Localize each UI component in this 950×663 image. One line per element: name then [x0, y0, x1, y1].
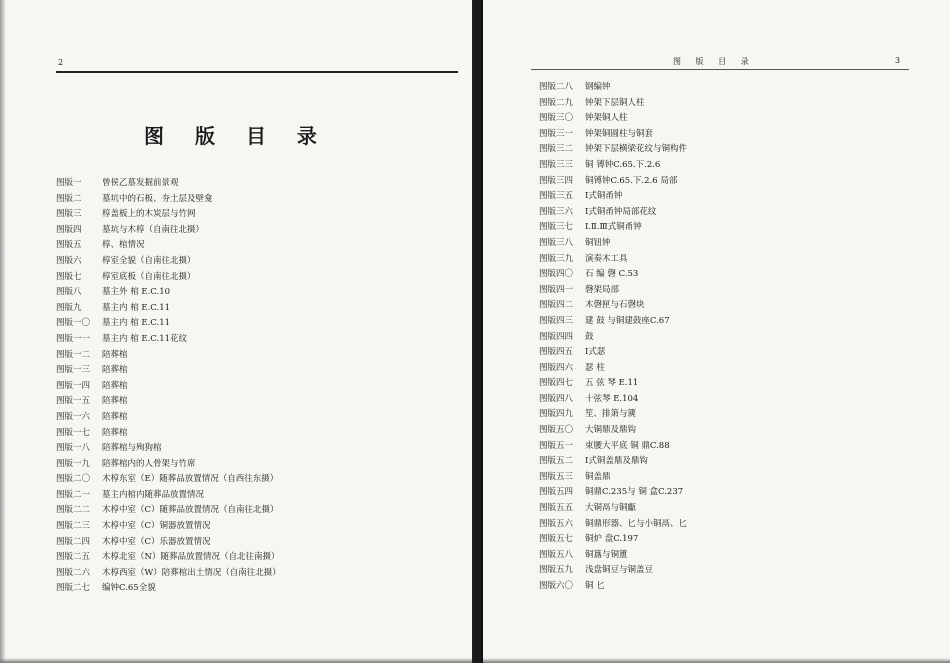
- plate-title: 铜鼎形器、匕与小铜鬲、匕: [585, 518, 688, 529]
- toc-entry: [539, 548, 687, 564]
- plate-title: 演奏木工具: [585, 253, 628, 264]
- plate-number: 图版四: [56, 224, 82, 235]
- plate-title: Ⅰ式铜甬钟: [585, 191, 623, 202]
- toc-entry: [539, 532, 687, 548]
- toc-entry: [56, 176, 281, 192]
- plate-number: 图版七: [56, 271, 82, 282]
- toc-entry: [539, 563, 687, 579]
- toc-entry: [539, 454, 687, 470]
- toc-entry: [539, 579, 687, 595]
- running-head: 图 版 目 录: [673, 57, 755, 66]
- toc-entry: [539, 485, 687, 501]
- plate-title: 建 鼓 与铜建鼓座C.67: [585, 315, 670, 326]
- plate-title: 木椁东室（E）随葬品放置情况（自西往东摄）: [102, 474, 279, 485]
- toc-entry: [539, 392, 687, 408]
- toc-entry: [539, 361, 687, 377]
- toc-entry: [56, 457, 281, 473]
- toc-entry: [539, 283, 687, 299]
- page-bottom-shadow: [483, 658, 950, 663]
- plate-title: 束腰大平底 铜 鼎C.88: [585, 440, 670, 451]
- plate-title: 钟架下层铜人柱: [585, 97, 645, 108]
- toc-list-left: [56, 176, 281, 597]
- toc-entry: [539, 189, 687, 205]
- plate-title: 墓主内 棺 E.C.11: [102, 318, 171, 329]
- plate-number: 图版三三: [539, 159, 574, 170]
- plate-number: 图版五一: [539, 440, 574, 451]
- toc-entry: [539, 220, 687, 236]
- toc-entry: [539, 174, 687, 190]
- plate-title: 大铜鬲与铜甗: [585, 503, 637, 514]
- plate-title: 墓主内棺内随葬品放置情况: [102, 489, 205, 500]
- page-edge-shadow: [0, 0, 6, 663]
- plate-title: 钟架下层横梁花纹与铜构件: [585, 144, 688, 155]
- plate-title: 编钟C.65全貌: [102, 583, 156, 594]
- toc-entry: [539, 127, 687, 143]
- toc-entry: [56, 348, 281, 364]
- toc-entry: [56, 441, 281, 457]
- plate-number: 图版二六: [56, 567, 91, 578]
- plate-title: 陪葬棺内的人骨架与竹席: [102, 458, 196, 469]
- plate-number: 图版三八: [539, 237, 574, 248]
- plate-title: 墓坑与木椁（自南往北摄）: [102, 224, 205, 235]
- toc-entry: [539, 345, 687, 361]
- plate-number: 图版二四: [56, 536, 91, 547]
- plate-number: 图版四二: [539, 300, 574, 311]
- plate-number: 图版四六: [539, 362, 574, 373]
- plate-title: Ⅰ式瑟: [585, 347, 606, 358]
- plate-number: 图版一三: [56, 365, 91, 376]
- toc-entry: [539, 407, 687, 423]
- toc-entry: [539, 142, 687, 158]
- plate-title: Ⅰ.Ⅱ.Ⅲ式铜甬钟: [585, 222, 642, 233]
- plate-title: 椁盖板上的木炭层与竹网: [102, 209, 196, 220]
- toc-entry: [56, 301, 281, 317]
- plate-number: 图版一一: [56, 333, 91, 344]
- toc-entry: [56, 394, 281, 410]
- toc-entry: [56, 535, 281, 551]
- plate-title: Ⅰ式铜甬钟局部花纹: [585, 206, 657, 217]
- plate-title: 鼓: [585, 331, 594, 342]
- plate-title: 墓主外 棺 E.C.10: [102, 287, 171, 298]
- toc-entry: [56, 379, 281, 395]
- plate-number: 图版五七: [539, 534, 574, 545]
- plate-title: 陪葬棺: [102, 349, 128, 360]
- plate-number: 图版四九: [539, 409, 574, 420]
- toc-entry: [56, 363, 281, 379]
- toc-entry: [539, 80, 687, 96]
- plate-title: 陪葬棺: [102, 396, 128, 407]
- plate-number: 图版二七: [56, 583, 91, 594]
- header-rule-left: [56, 71, 458, 73]
- plate-title: 椁、棺情况: [102, 240, 145, 251]
- toc-entry: [539, 205, 687, 221]
- plate-number: 图版三六: [539, 206, 574, 217]
- plate-number: 图版六: [56, 255, 82, 266]
- toc-entry: [539, 376, 687, 392]
- plate-title: 木椁中室（C）随葬品放置情况（自南往北摄）: [102, 505, 279, 516]
- plate-title: 木椁中室（C）乐器放置情况: [102, 536, 211, 547]
- plate-title: 大铜鼎及鼎钩: [585, 425, 637, 436]
- toc-entry: [56, 270, 281, 286]
- plate-number: 图版二三: [56, 521, 91, 532]
- toc-entry: [56, 285, 281, 301]
- plate-number: 图版二一: [56, 489, 91, 500]
- toc-entry: [56, 410, 281, 426]
- toc-entry: [56, 472, 281, 488]
- plate-title: 陪葬棺: [102, 411, 128, 422]
- plate-number: 图版一二: [56, 349, 91, 360]
- plate-title: 铜镈钟C.65.下.2.6 局部: [585, 175, 678, 186]
- plate-number: 图版二二: [56, 505, 91, 516]
- toc-entry: [539, 330, 687, 346]
- plate-title: 木磬匣与石磬块: [585, 300, 645, 311]
- toc-entry: [539, 252, 687, 268]
- toc-entry: [56, 316, 281, 332]
- plate-title: 木椁中室（C）铜器放置情况: [102, 521, 211, 532]
- plate-number: 图版三七: [539, 222, 574, 233]
- plate-number: 图版九: [56, 302, 82, 313]
- plate-title: 铜盖鼎: [585, 471, 611, 482]
- plate-number: 图版八: [56, 287, 82, 298]
- toc-entry: [539, 267, 687, 283]
- plate-title: 十弦琴 E.104: [585, 393, 639, 404]
- plate-number: 图版二九: [539, 97, 574, 108]
- toc-entry: [539, 470, 687, 486]
- plate-title: 铜 匕: [585, 581, 605, 591]
- plate-number: 图版一七: [56, 427, 91, 438]
- plate-title: 铜 镈钟C.65.下.2.6: [585, 159, 661, 170]
- plate-title: 铜钮钟: [585, 237, 611, 248]
- plate-title: 钟架铜人柱: [585, 113, 628, 124]
- plate-title: 钢编钟: [585, 82, 611, 92]
- plate-title: 陪葬棺: [102, 427, 128, 438]
- plate-number: 图版五五: [539, 503, 574, 514]
- toc-entry: [56, 254, 281, 270]
- plate-number: 图版二: [56, 193, 82, 204]
- toc-entry: [56, 223, 281, 239]
- plate-title: 木椁西室（W）陪葬棺出土情况（自南往北摄）: [102, 567, 281, 578]
- toc-entry: [539, 111, 687, 127]
- plate-number: 图版三一: [539, 128, 574, 139]
- toc-entry: [56, 503, 281, 519]
- toc-entry: [539, 517, 687, 533]
- toc-entry: [539, 158, 687, 174]
- toc-entry: [56, 488, 281, 504]
- toc-entry: [56, 192, 281, 208]
- plate-number: 图版三四: [539, 175, 574, 186]
- toc-entry: [539, 314, 687, 330]
- plate-title: 石 编 磬 C.53: [585, 269, 639, 280]
- plate-number: 图版五六: [539, 518, 574, 529]
- plate-number: 图版五: [56, 240, 82, 251]
- toc-entry: [56, 332, 281, 348]
- plate-number: 图版五〇: [539, 425, 574, 436]
- plate-number: 图版三九: [539, 253, 574, 264]
- plate-title: 钟架铜圆柱与铜套: [585, 128, 654, 139]
- plate-title: 铜炉 盘C.197: [585, 534, 639, 545]
- book-gutter: [473, 0, 481, 663]
- plate-title: 木椁北室（N）随葬品放置情况（自北往南摄）: [102, 552, 280, 563]
- plate-number: 图版四三: [539, 315, 574, 326]
- plate-title: 五 弦 琴 E.11: [585, 378, 639, 389]
- page-number-left: 2: [58, 58, 64, 67]
- toc-entry: [539, 423, 687, 439]
- toc-list-right: [539, 80, 687, 595]
- plate-number: 图版四七: [539, 378, 574, 389]
- plate-number: 图版三〇: [539, 113, 574, 124]
- left-page: [0, 0, 473, 663]
- plate-title: 笙、排箫与篪: [585, 409, 637, 420]
- plate-number: 图版一五: [56, 396, 91, 407]
- page-title: 图 版 目 录: [144, 124, 329, 148]
- plate-number: 图版五三: [539, 471, 574, 482]
- plate-number: 图版一六: [56, 411, 91, 422]
- plate-number: 图版四四: [539, 331, 574, 342]
- plate-title: 墓主内 棺 E.C.11花纹: [102, 333, 188, 344]
- plate-title: Ⅰ式铜盖鼎及鼎钩: [585, 456, 648, 467]
- plate-number: 图版二〇: [56, 474, 91, 485]
- toc-entry: [539, 96, 687, 112]
- plate-title: 磬架局部: [585, 284, 620, 295]
- plate-number: 图版四一: [539, 284, 574, 295]
- toc-entry: [56, 238, 281, 254]
- toc-entry: [56, 550, 281, 566]
- plate-title: 椁室全貌（自南往北摄）: [102, 255, 196, 266]
- plate-number: 图版一八: [56, 443, 91, 454]
- plate-number: 图版一九: [56, 458, 91, 469]
- plate-number: 图版二八: [539, 82, 574, 92]
- plate-number: 图版一: [56, 178, 82, 188]
- plate-title: 墓主内 棺 E.C.11: [102, 302, 171, 313]
- plate-number: 图版三: [56, 209, 82, 220]
- plate-number: 图版五二: [539, 456, 574, 467]
- toc-entry: [56, 566, 281, 582]
- plate-title: 陪葬棺与殉狗棺: [102, 443, 162, 454]
- toc-entry: [56, 426, 281, 442]
- plate-title: 浅盘铜豆与铜盖豆: [585, 565, 654, 576]
- plate-number: 图版四五: [539, 347, 574, 358]
- header-rule-right: [531, 69, 909, 70]
- plate-number: 图版四〇: [539, 269, 574, 280]
- toc-entry: [539, 439, 687, 455]
- plate-title: 椁室底板（自南往北摄）: [102, 271, 196, 282]
- plate-number: 图版六〇: [539, 581, 574, 591]
- plate-title: 铜鼎C.235与 铜 盒C.237: [585, 487, 684, 498]
- plate-number: 图版一四: [56, 380, 91, 391]
- plate-number: 图版五四: [539, 487, 574, 498]
- plate-number: 图版五九: [539, 565, 574, 576]
- plate-title: 陪葬棺: [102, 365, 128, 376]
- toc-entry: [539, 236, 687, 252]
- plate-number: 图版五八: [539, 549, 574, 560]
- plate-title: 瑟 柱: [585, 362, 605, 373]
- plate-title: 墓坑中的石板、夯土层及壁龛: [102, 193, 213, 204]
- toc-entry: [56, 519, 281, 535]
- toc-entry: [539, 501, 687, 517]
- plate-title: 铜簋与铜簠: [585, 549, 628, 560]
- plate-title: 曾侯乙墓发掘前景观: [102, 178, 179, 188]
- plate-number: 图版三二: [539, 144, 574, 155]
- page-bottom-shadow: [0, 658, 472, 663]
- toc-entry: [56, 581, 281, 597]
- plate-title: 陪葬棺: [102, 380, 128, 391]
- toc-entry: [56, 207, 281, 223]
- right-page: [481, 0, 950, 663]
- page-number-right: 3: [895, 56, 901, 65]
- plate-number: 图版四八: [539, 393, 574, 404]
- plate-number: 图版二五: [56, 552, 91, 563]
- plate-number: 图版三五: [539, 191, 574, 202]
- toc-entry: [539, 298, 687, 314]
- plate-number: 图版一〇: [56, 318, 91, 329]
